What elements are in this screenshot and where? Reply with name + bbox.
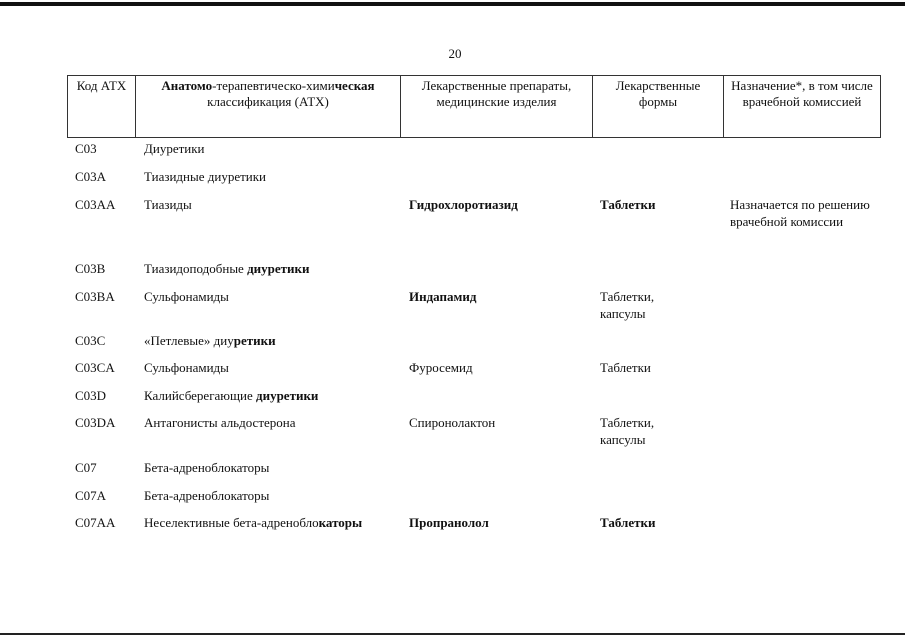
row-name: Сульфонамиды xyxy=(144,360,229,375)
row-name: «Петлевые» диуретики xyxy=(144,333,276,348)
row-name: Тиазиды xyxy=(144,197,192,212)
row-drug: Пропранолол xyxy=(409,515,489,530)
row-name: Диуретики xyxy=(144,141,205,156)
row-name: Бета-адреноблокаторы xyxy=(144,460,270,475)
row-code: C07 xyxy=(75,460,97,475)
row-name: Тиазидные диуретики xyxy=(144,169,267,184)
row-code: C03DA xyxy=(75,415,116,430)
row-code: C03A xyxy=(75,169,107,184)
row-name: Калийсберегающие диуретики xyxy=(144,388,319,403)
page-number: 20 xyxy=(448,46,462,61)
header-forms: Лекарственные формы xyxy=(593,76,724,138)
row-name: Неселективные бета-адреноблокаторы xyxy=(144,515,363,530)
row-code: C03C xyxy=(75,333,106,348)
row-drug: Фуросемид xyxy=(409,360,473,375)
row-code: C03 xyxy=(75,141,97,156)
row-code: C03BA xyxy=(75,289,115,304)
row-name: Бета-адреноблокаторы xyxy=(144,488,270,503)
row-drug: Спиронолактон xyxy=(409,415,496,430)
header-drugs: Лекарственные препараты, медицинские изделия xyxy=(401,76,593,138)
row-form: Таблетки, капсулы xyxy=(600,289,655,321)
row-code: C03D xyxy=(75,388,107,403)
row-drug: Индапамид xyxy=(409,289,477,304)
row-name: Антагонисты альдостерона xyxy=(144,415,296,430)
row-code: C07A xyxy=(75,488,107,503)
header-code: Код АТХ xyxy=(68,76,136,138)
header-atc-classification: Анатомо-терапевтическо-химическая классификация (АТХ) xyxy=(136,76,401,138)
top-rule xyxy=(0,2,905,6)
row-form: Таблетки, капсулы xyxy=(600,415,655,447)
table-header xyxy=(67,75,881,138)
row-form: Таблетки xyxy=(600,515,656,530)
row-form: Таблетки xyxy=(600,197,656,212)
bottom-rule xyxy=(0,633,905,635)
row-form: Таблетки xyxy=(600,360,651,375)
row-note: Назначается по решению врачебной комиссии xyxy=(730,197,870,229)
row-code: C03CA xyxy=(75,360,115,375)
row-code: C07AA xyxy=(75,515,116,530)
row-name: Сульфонамиды xyxy=(144,289,229,304)
row-code: C03B xyxy=(75,261,106,276)
row-drug: Гидрохлоротиазид xyxy=(409,197,518,212)
header-purpose: Назначение*, в том числе врачебной комиссией xyxy=(724,76,881,138)
row-name: Тиазидоподобные диуретики xyxy=(144,261,310,276)
row-code: C03AA xyxy=(75,197,116,212)
